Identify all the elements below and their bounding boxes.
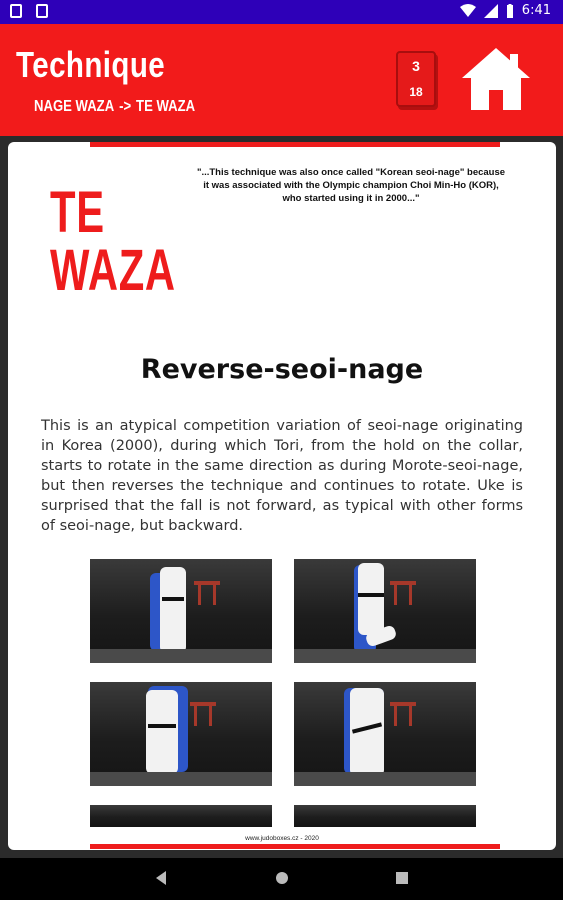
technique-description: This is an atypical competition variation of seoi-nage originating in Korea (2000), during which Tori, from the hold on the collar, starts to rotate in the same direction as during Morote-seoi-nage, but then reverses the technique and continues to rotate. Uke is surprised that the fall is not forward, as typical with other forms of seoi-nage, but backward.	[41, 418, 523, 534]
technique-name: Reverse-seoi-nage	[140, 354, 424, 385]
judo-photo-6[interactable]	[294, 805, 476, 827]
counter-current: 3	[412, 58, 420, 74]
status-bar	[0, 0, 563, 24]
home-icon[interactable]	[460, 46, 532, 112]
status-time: 6:41	[521, 3, 551, 18]
bottom-divider	[90, 844, 500, 849]
notification-icon	[10, 4, 22, 18]
counter-total: 18	[409, 85, 423, 99]
judo-photo-5[interactable]	[90, 805, 272, 827]
footer-credit: www.judoboxes.cz - 2020	[245, 835, 319, 842]
breadcrumb-separator: ->	[119, 98, 132, 115]
technique-card	[8, 142, 556, 850]
judo-photo-2[interactable]	[294, 559, 476, 663]
battery-icon	[506, 4, 514, 18]
breadcrumb-current: TE WAZA	[136, 98, 196, 115]
group-title-line2: WAZA	[50, 238, 176, 303]
judo-photo-3[interactable]	[90, 682, 272, 786]
technique-counter[interactable]	[396, 51, 436, 107]
group-title-line1: TE	[50, 180, 105, 245]
signal-icon	[484, 4, 498, 18]
breadcrumb-section[interactable]: NAGE WAZA	[34, 98, 115, 115]
judo-photo-1[interactable]	[90, 559, 272, 663]
recents-icon[interactable]	[394, 869, 410, 887]
technique-quote: "...This technique was also once called "Korean seoi-nage" because it was associated with the Olympic champion Choi Min-Ho (KOR), who started using it in 2000..."	[196, 167, 506, 204]
home-nav-icon[interactable]	[274, 869, 290, 887]
wifi-icon	[460, 4, 476, 18]
page-title: Technique	[16, 44, 166, 85]
top-divider	[90, 142, 500, 147]
app-header	[0, 24, 563, 136]
sd-card-icon	[36, 4, 48, 18]
breadcrumb	[34, 98, 195, 116]
judo-photo-4[interactable]	[294, 682, 476, 786]
system-nav-bar	[0, 858, 563, 900]
group-title	[50, 180, 176, 303]
back-icon[interactable]	[153, 869, 169, 887]
